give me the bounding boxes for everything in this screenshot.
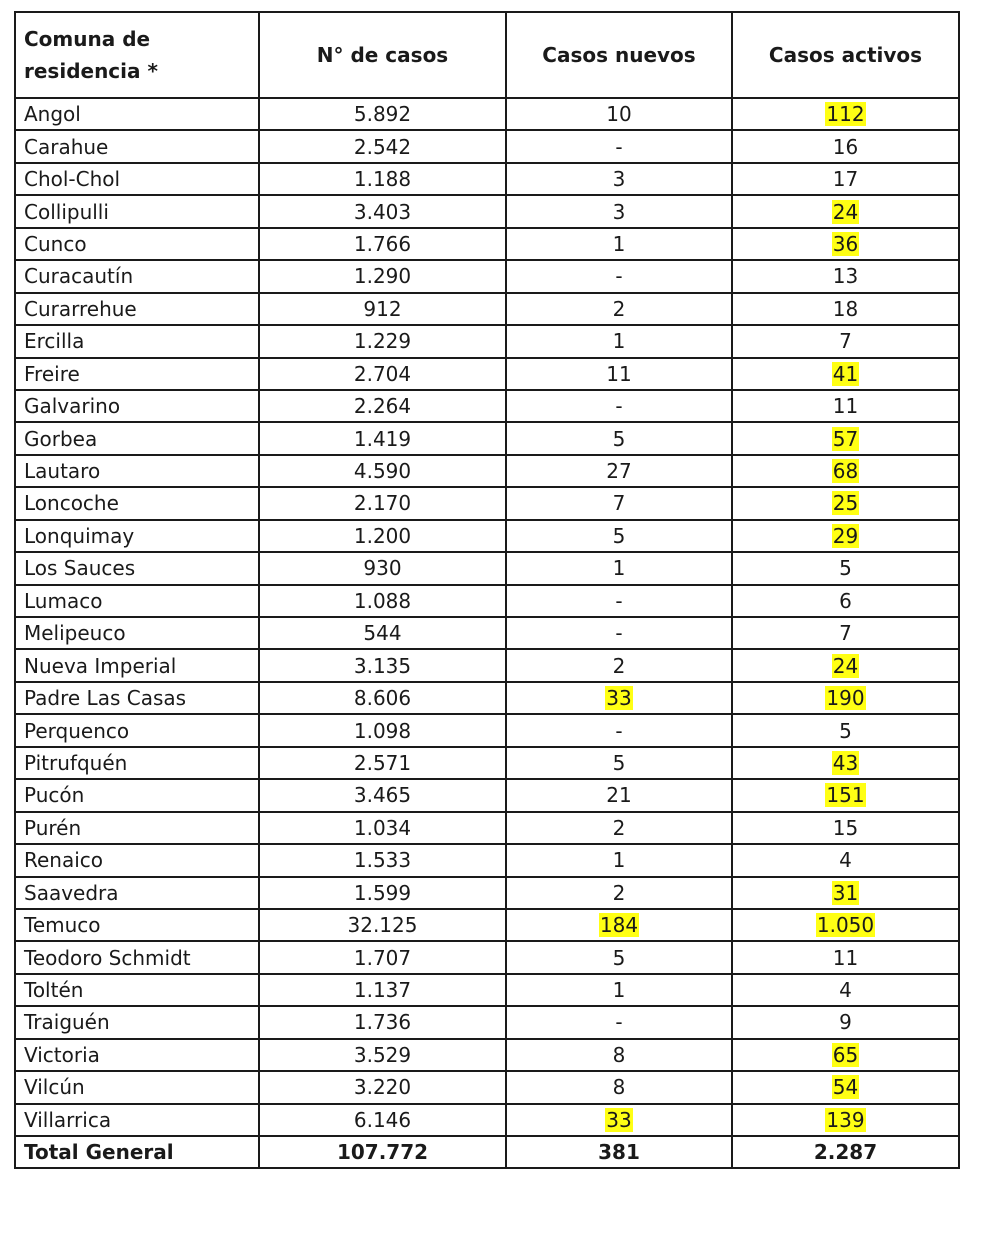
table-row <box>15 877 959 909</box>
cell-activos: 16 <box>732 130 959 162</box>
cell-comuna: Melipeuco <box>15 617 259 649</box>
total-label: Total General <box>15 1136 259 1168</box>
cell-activos <box>732 877 959 909</box>
highlighted-value: 36 <box>832 231 859 256</box>
cell-casos: 3.529 <box>259 1039 506 1071</box>
cell-casos: 1.200 <box>259 520 506 552</box>
cell-casos: 1.419 <box>259 422 506 454</box>
highlighted-value: 65 <box>832 1042 859 1067</box>
cell-comuna: Chol-Chol <box>15 163 259 195</box>
cell-casos: 2.264 <box>259 390 506 422</box>
cell-nuevos <box>506 1104 732 1136</box>
table-row <box>15 358 959 390</box>
cell-activos <box>732 1104 959 1136</box>
cell-activos <box>732 1071 959 1103</box>
cell-casos: 32.125 <box>259 909 506 941</box>
cell-activos: 4 <box>732 974 959 1006</box>
table-row <box>15 844 959 876</box>
table-row <box>15 812 959 844</box>
cell-casos: 2.170 <box>259 487 506 519</box>
cases-table <box>14 11 960 1169</box>
cell-casos: 1.766 <box>259 228 506 260</box>
cell-comuna: Padre Las Casas <box>15 682 259 714</box>
cell-casos: 1.229 <box>259 325 506 357</box>
table-row <box>15 520 959 552</box>
cell-nuevos: 11 <box>506 358 732 390</box>
highlighted-value: 33 <box>606 1107 632 1132</box>
cell-comuna: Villarrica <box>15 1104 259 1136</box>
cell-comuna: Los Sauces <box>15 552 259 584</box>
cell-comuna: Galvarino <box>15 390 259 422</box>
table-body <box>15 98 959 1168</box>
table-header <box>15 12 959 98</box>
table-row <box>15 98 959 130</box>
cell-activos <box>732 487 959 519</box>
cell-comuna: Saavedra <box>15 877 259 909</box>
table-row <box>15 649 959 681</box>
cell-comuna: Temuco <box>15 909 259 941</box>
cell-nuevos: 1 <box>506 974 732 1006</box>
cell-casos: 6.146 <box>259 1104 506 1136</box>
cell-activos <box>732 98 959 130</box>
cell-casos: 2.542 <box>259 130 506 162</box>
highlighted-value: 54 <box>832 1075 859 1100</box>
cell-casos: 1.088 <box>259 585 506 617</box>
cell-casos: 2.704 <box>259 358 506 390</box>
table-row <box>15 325 959 357</box>
cell-activos: 9 <box>732 1006 959 1038</box>
cell-nuevos: 27 <box>506 455 732 487</box>
cell-comuna: Carahue <box>15 130 259 162</box>
cell-activos <box>732 682 959 714</box>
cell-nuevos: 7 <box>506 487 732 519</box>
cell-activos <box>732 455 959 487</box>
cell-casos: 3.465 <box>259 779 506 811</box>
cell-activos: 7 <box>732 325 959 357</box>
table-row <box>15 779 959 811</box>
table-row <box>15 585 959 617</box>
cell-casos: 1.290 <box>259 260 506 292</box>
cell-nuevos: - <box>506 714 732 746</box>
highlighted-value: 57 <box>832 426 859 451</box>
cell-nuevos: 1 <box>506 552 732 584</box>
cell-comuna: Ercilla <box>15 325 259 357</box>
table-row <box>15 747 959 779</box>
cell-activos <box>732 909 959 941</box>
cell-comuna: Cunco <box>15 228 259 260</box>
cell-nuevos: 2 <box>506 649 732 681</box>
cell-comuna: Gorbea <box>15 422 259 454</box>
cell-comuna: Lumaco <box>15 585 259 617</box>
cell-activos <box>732 779 959 811</box>
cell-nuevos: - <box>506 390 732 422</box>
table-row <box>15 163 959 195</box>
cell-nuevos: - <box>506 130 732 162</box>
table-row <box>15 130 959 162</box>
cell-nuevos: - <box>506 260 732 292</box>
highlighted-value: 33 <box>606 686 632 711</box>
cell-comuna: Perquenco <box>15 714 259 746</box>
header-activos: Casos activos <box>732 12 959 98</box>
table-row <box>15 617 959 649</box>
cell-comuna: Freire <box>15 358 259 390</box>
total-row <box>15 1136 959 1168</box>
cell-comuna: Loncoche <box>15 487 259 519</box>
cell-casos: 3.135 <box>259 649 506 681</box>
cell-nuevos: 10 <box>506 98 732 130</box>
cell-casos: 1.533 <box>259 844 506 876</box>
cell-nuevos: 3 <box>506 195 732 227</box>
cell-activos: 5 <box>732 714 959 746</box>
highlighted-value: 25 <box>832 491 859 516</box>
cell-comuna: Vilcún <box>15 1071 259 1103</box>
cell-activos <box>732 747 959 779</box>
table-row <box>15 455 959 487</box>
cell-nuevos: - <box>506 617 732 649</box>
cell-activos: 13 <box>732 260 959 292</box>
cell-casos: 3.403 <box>259 195 506 227</box>
cell-nuevos <box>506 909 732 941</box>
cell-casos: 2.571 <box>259 747 506 779</box>
cell-comuna: Nueva Imperial <box>15 649 259 681</box>
cell-casos: 1.034 <box>259 812 506 844</box>
cell-activos: 18 <box>732 293 959 325</box>
cell-activos <box>732 358 959 390</box>
cell-casos: 1.188 <box>259 163 506 195</box>
cell-comuna: Pucón <box>15 779 259 811</box>
cell-activos <box>732 649 959 681</box>
cell-comuna: Traiguén <box>15 1006 259 1038</box>
cell-casos: 1.707 <box>259 941 506 973</box>
cell-activos: 4 <box>732 844 959 876</box>
cell-nuevos: 5 <box>506 422 732 454</box>
cell-nuevos: - <box>506 585 732 617</box>
cell-activos <box>732 1039 959 1071</box>
header-row <box>15 12 959 98</box>
cell-nuevos: 1 <box>506 844 732 876</box>
cell-nuevos: 5 <box>506 941 732 973</box>
cell-comuna: Angol <box>15 98 259 130</box>
cell-casos: 1.137 <box>259 974 506 1006</box>
cell-casos: 1.736 <box>259 1006 506 1038</box>
cell-nuevos: 2 <box>506 812 732 844</box>
cell-comuna: Toltén <box>15 974 259 1006</box>
cell-comuna: Lautaro <box>15 455 259 487</box>
table-row <box>15 422 959 454</box>
highlighted-value: 31 <box>832 880 859 905</box>
table-row <box>15 974 959 1006</box>
cell-activos <box>732 195 959 227</box>
cell-nuevos: 8 <box>506 1039 732 1071</box>
table-row <box>15 1104 959 1136</box>
table-row <box>15 195 959 227</box>
cell-nuevos: 5 <box>506 520 732 552</box>
cell-casos: 544 <box>259 617 506 649</box>
cell-nuevos: 21 <box>506 779 732 811</box>
header-nuevos: Casos nuevos <box>506 12 732 98</box>
cell-casos: 1.098 <box>259 714 506 746</box>
total-casos: 107.772 <box>259 1136 506 1168</box>
cell-activos: 11 <box>732 390 959 422</box>
table-row <box>15 1039 959 1071</box>
cell-comuna: Victoria <box>15 1039 259 1071</box>
cell-nuevos: 8 <box>506 1071 732 1103</box>
cell-comuna: Curarrehue <box>15 293 259 325</box>
cell-nuevos: - <box>506 1006 732 1038</box>
cell-casos: 4.590 <box>259 455 506 487</box>
total-activos: 2.287 <box>732 1136 959 1168</box>
header-casos: N° de casos <box>259 12 506 98</box>
table-row <box>15 390 959 422</box>
cell-nuevos: 2 <box>506 293 732 325</box>
table-row <box>15 552 959 584</box>
highlighted-value: 24 <box>832 653 859 678</box>
table-row <box>15 682 959 714</box>
table-row <box>15 714 959 746</box>
header-comuna: Comuna de residencia * <box>15 12 259 98</box>
highlighted-value: 184 <box>599 913 639 938</box>
table-row <box>15 228 959 260</box>
table-row <box>15 941 959 973</box>
cell-nuevos: 2 <box>506 877 732 909</box>
highlighted-value: 1.050 <box>816 913 875 938</box>
cell-activos: 7 <box>732 617 959 649</box>
cell-activos <box>732 228 959 260</box>
cell-activos: 5 <box>732 552 959 584</box>
highlighted-value: 190 <box>826 686 865 711</box>
highlighted-value: 151 <box>826 783 865 808</box>
table-row <box>15 293 959 325</box>
highlighted-value: 29 <box>832 523 859 548</box>
cell-comuna: Renaico <box>15 844 259 876</box>
table-row <box>15 487 959 519</box>
table-row <box>15 1071 959 1103</box>
cell-nuevos: 5 <box>506 747 732 779</box>
cell-comuna: Pitrufquén <box>15 747 259 779</box>
highlighted-value: 24 <box>832 199 859 224</box>
cell-casos: 1.599 <box>259 877 506 909</box>
highlighted-value: 68 <box>832 459 859 484</box>
cell-activos <box>732 422 959 454</box>
highlighted-value: 43 <box>832 750 859 775</box>
cell-nuevos: 3 <box>506 163 732 195</box>
cell-nuevos: 1 <box>506 325 732 357</box>
highlighted-value: 41 <box>832 361 859 386</box>
cell-comuna: Lonquimay <box>15 520 259 552</box>
cell-casos: 3.220 <box>259 1071 506 1103</box>
cell-comuna: Purén <box>15 812 259 844</box>
cell-casos: 930 <box>259 552 506 584</box>
cell-nuevos <box>506 682 732 714</box>
cell-casos: 912 <box>259 293 506 325</box>
cell-activos <box>732 520 959 552</box>
table-row <box>15 1006 959 1038</box>
cell-activos: 17 <box>732 163 959 195</box>
highlighted-value: 112 <box>826 102 865 127</box>
highlighted-value: 139 <box>826 1107 865 1132</box>
total-nuevos: 381 <box>506 1136 732 1168</box>
cell-comuna: Curacautín <box>15 260 259 292</box>
cell-casos: 8.606 <box>259 682 506 714</box>
cell-nuevos: 1 <box>506 228 732 260</box>
cell-activos: 6 <box>732 585 959 617</box>
cell-casos: 5.892 <box>259 98 506 130</box>
table-row <box>15 260 959 292</box>
cell-comuna: Teodoro Schmidt <box>15 941 259 973</box>
cell-comuna: Collipulli <box>15 195 259 227</box>
cell-activos: 15 <box>732 812 959 844</box>
table-row <box>15 909 959 941</box>
cell-activos: 11 <box>732 941 959 973</box>
